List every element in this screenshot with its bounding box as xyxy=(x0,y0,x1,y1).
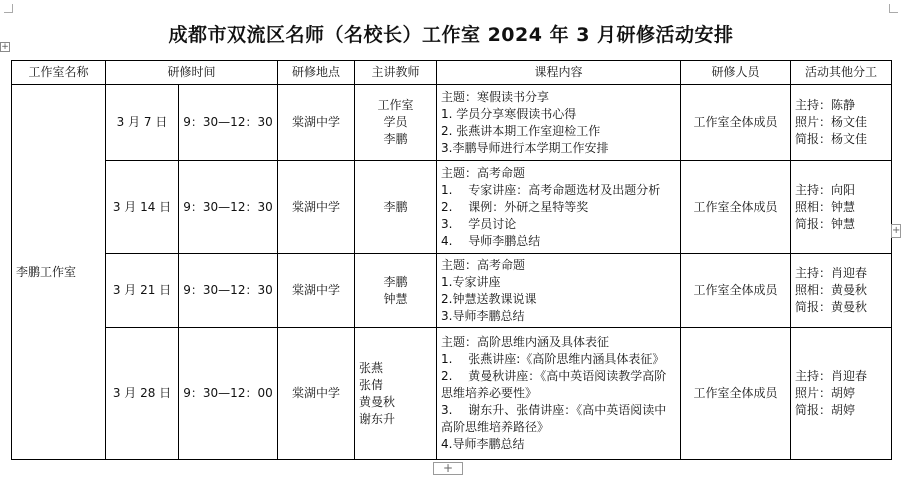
content-line: 2. 张燕讲本期工作室迎检工作 xyxy=(441,123,601,138)
content-cell xyxy=(437,254,681,328)
teacher-name: 黄曼秋 xyxy=(359,394,396,409)
place-cell: 棠湖中学 xyxy=(278,85,355,161)
teacher-name: 钟慧 xyxy=(383,291,408,306)
header-roles: 活动其他分工 xyxy=(791,61,892,85)
content-line: 主题：高阶思维内涵及具体表征 xyxy=(441,335,610,349)
teacher-name: 工作室 xyxy=(377,98,414,112)
content-line: 主题：高考命题 xyxy=(441,165,526,180)
role-line: 主持：肖迎春 xyxy=(795,369,868,383)
content-line: 主题：高考命题 xyxy=(441,257,526,272)
schedule-table xyxy=(11,60,892,460)
role-line: 简报：胡婷 xyxy=(795,403,856,417)
content-line: 4. 导师李鹏总结 xyxy=(441,233,541,248)
content-line: 3.导师李鹏总结 xyxy=(441,308,525,323)
role-line: 照片：胡婷 xyxy=(795,386,856,400)
teacher-name: 张倩 xyxy=(359,377,384,392)
content-line: 2.钟慧送教课说课 xyxy=(441,291,537,306)
roles-cell xyxy=(791,161,892,254)
date-cell: 3 月 21 日 xyxy=(106,254,179,328)
header-time: 研修时间 xyxy=(106,61,278,85)
roles-cell xyxy=(791,85,892,161)
role-line: 简报：黄曼秋 xyxy=(795,300,868,314)
table-row xyxy=(12,85,892,161)
place-cell: 棠湖中学 xyxy=(278,254,355,328)
teacher-cell xyxy=(355,161,437,254)
time-cell: 9：30—12：30 xyxy=(179,85,278,161)
roles-cell xyxy=(791,254,892,328)
members-cell: 工作室全体成员 xyxy=(681,161,791,254)
teacher-cell xyxy=(355,85,437,161)
content-line: 3. 谢东升、张倩讲座：《高中英语阅读中高阶思维培养路径》 xyxy=(441,403,667,434)
date-cell: 3 月 14 日 xyxy=(106,161,179,254)
teacher-name: 李鹏 xyxy=(383,132,408,146)
studio-name-cell: 李鹏工作室 xyxy=(12,85,106,460)
content-line: 1. 专家讲座：高考命题选材及出题分析 xyxy=(441,182,661,197)
teacher-cell xyxy=(355,328,437,460)
role-line: 简报：钟慧 xyxy=(795,216,856,231)
content-line: 2. 课例：外研之星特等奖 xyxy=(441,199,589,214)
content-line: 3. 学员讨论 xyxy=(441,216,517,231)
teacher-cell xyxy=(355,254,437,328)
table-row xyxy=(12,254,892,328)
add-column-handle-icon[interactable]: + xyxy=(892,225,901,236)
header-studio: 工作室名称 xyxy=(12,61,106,85)
corner-mark-top-left xyxy=(4,4,13,13)
role-line: 照相：黄曼秋 xyxy=(795,283,868,297)
content-line: 4.导师李鹏总结 xyxy=(441,437,525,451)
header-teacher: 主讲教师 xyxy=(355,61,437,85)
teacher-name: 学员 xyxy=(383,115,408,129)
header-members: 研修人员 xyxy=(681,61,791,85)
role-line: 主持：向阳 xyxy=(795,182,856,197)
document-title: 成都市双流区名师（名校长）工作室 2024 年 3 月研修活动安排 xyxy=(168,24,734,46)
members-cell: 工作室全体成员 xyxy=(681,254,791,328)
role-line: 简报：杨文佳 xyxy=(795,132,868,146)
teacher-name: 李鹏 xyxy=(383,274,408,289)
teacher-name: 李鹏 xyxy=(383,199,408,214)
role-line: 主持：陈静 xyxy=(795,98,856,112)
role-line: 照片：杨文佳 xyxy=(795,115,868,129)
date-cell: 3 月 28 日 xyxy=(106,328,179,460)
content-cell xyxy=(437,85,681,161)
roles-cell xyxy=(791,328,892,460)
header-row xyxy=(12,61,892,85)
content-line: 3.李鹏导师进行本学期工作安排 xyxy=(441,140,609,155)
date-cell: 3 月 7 日 xyxy=(106,85,179,161)
content-cell xyxy=(437,328,681,460)
members-cell: 工作室全体成员 xyxy=(681,85,791,161)
members-cell: 工作室全体成员 xyxy=(681,328,791,460)
time-cell: 9：30—12：00 xyxy=(179,328,278,460)
time-cell: 9：30—12：30 xyxy=(179,161,278,254)
teacher-name: 谢东升 xyxy=(359,411,396,426)
table-move-handle-icon[interactable]: + xyxy=(1,42,9,52)
header-content: 课程内容 xyxy=(437,61,681,85)
content-line: 2. 黄曼秋讲座：《高中英语阅读教学高阶思维培养必要性》 xyxy=(441,369,667,400)
content-cell xyxy=(437,161,681,254)
table-row xyxy=(12,328,892,460)
role-line: 照相：钟慧 xyxy=(795,199,856,214)
content-line: 主题：寒假读书分享 xyxy=(441,89,550,104)
content-line: 1. 学员分享寒假读书心得 xyxy=(441,106,577,121)
content-line: 1. 张燕讲座:《高阶思维内涵具体表征》 xyxy=(441,352,665,366)
time-cell: 9：30—12：30 xyxy=(179,254,278,328)
place-cell: 棠湖中学 xyxy=(278,161,355,254)
content-line: 1.专家讲座 xyxy=(441,274,501,289)
header-place: 研修地点 xyxy=(278,61,355,85)
place-cell: 棠湖中学 xyxy=(278,328,355,460)
table-row xyxy=(12,161,892,254)
add-row-button[interactable]: + xyxy=(433,462,463,475)
role-line: 主持：肖迎春 xyxy=(795,266,868,280)
teacher-name: 张燕 xyxy=(359,360,384,375)
corner-mark-top-right xyxy=(889,4,898,13)
